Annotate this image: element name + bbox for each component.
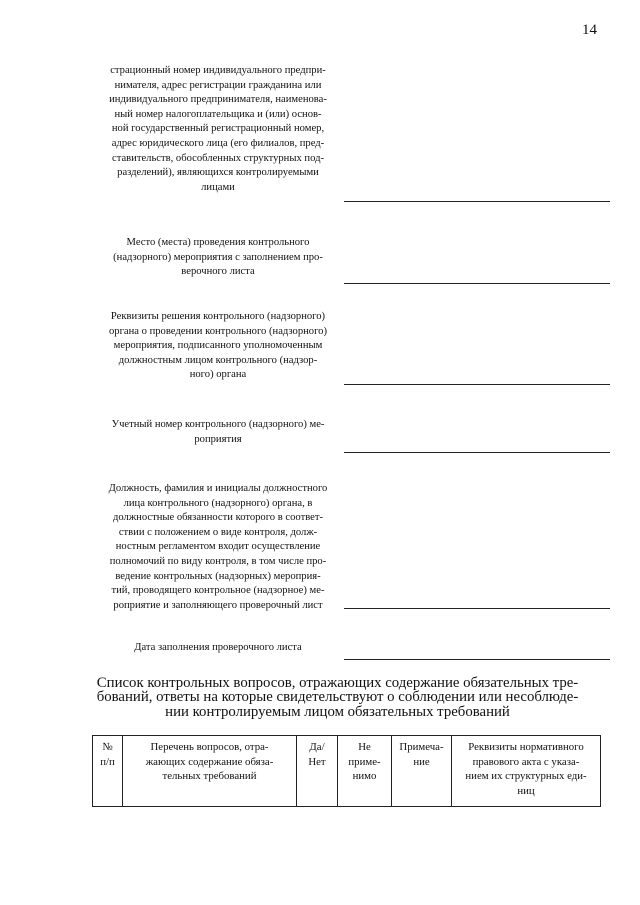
field-line-text: страционный номер индивидуального предпри- [110,65,326,76]
field-line-text: мероприятия, подписанного уполномоченным [113,340,323,352]
field-line-text: верочного листа [181,266,255,278]
field-input-line-place[interactable] [344,283,610,284]
header-cell-text: Да/ [309,741,325,753]
checklist-title-line: нии контролируемым лицом обязательных требований [165,703,510,720]
field-line-text: нимателя, адрес регистрации гражданина или [114,79,322,91]
header-cell-text: ниц [517,784,535,797]
field-label-inspector [92,482,344,613]
field-label-decision [92,310,344,383]
header-cell-text: приме- [348,755,381,768]
field-line-text: Реквизиты решения контрольного (надзорного) [110,311,326,322]
field-line-text: разделений), являющихся контролируемыми [117,167,319,179]
field-input-line-inspector[interactable] [344,608,610,609]
header-cell-not-applicable [338,736,392,807]
checklist-title [60,676,615,719]
field-input-line-date[interactable] [344,659,610,660]
field-line-text: Учетный номер контрольного (надзорного) ме- [111,419,325,430]
field-label-place [92,236,344,280]
header-cell-text: нимо [352,770,377,782]
header-cell-text: нием их структурных еди- [465,770,587,782]
table-header-row [93,736,601,807]
field-line-text: роприятия [194,433,242,445]
header-cell-text: правового акта с указа- [472,755,580,768]
field-line-text: полномочий по виду контроля, в том числе про- [109,555,327,567]
header-cell-text: № [102,741,113,753]
field-line-text: индивидуального предпринимателя, наименова- [109,94,327,106]
header-cell-text: Нет [308,755,326,768]
field-line-text: Дата заполнения проверочного листа [134,642,302,653]
field-line-text: ствии с положением о виде контроля, долж- [118,526,318,538]
field-line-text: ставительств, обособленных структурных под- [112,152,324,164]
field-line-text: (надзорного) мероприятия с заполнением про- [113,251,323,263]
header-cell-legal-acts [452,736,601,807]
header-cell-questions [123,736,297,807]
header-cell-text: жающих содержание обяза- [145,755,274,768]
field-label-controlled-person [92,64,344,195]
field-input-line-decision[interactable] [344,384,610,385]
field-label-date [92,641,344,656]
field-line-text: ной государственный регистрационный номер, [111,123,325,135]
field-line-text: ностным регламентом входит осуществление [115,541,321,553]
checklist-title-line: бований, ответы на которые свидетельствуют о соблюдении или несоблюде- [96,689,579,706]
field-line-text: ного) органа [189,369,247,381]
field-line-text: тий, проводящего контрольное (надзорное) ме- [111,585,325,597]
header-cell-text: ние [413,755,430,768]
field-line-text: Должность, фамилия и инициалы должностного [108,483,328,494]
field-line-text: лица контрольного (надзорного) органа, в [123,497,313,509]
field-input-line-controlled-person[interactable] [344,201,610,202]
field-line-text: ведение контрольных (надзорных) мероприя- [115,570,321,582]
field-line-text: должностным лицом контрольного (надзор- [118,354,318,366]
checklist-title-line: Список контрольных вопросов, отражающих содержание обязательных тре- [96,675,579,691]
field-line-text: лицами [201,181,235,193]
field-input-line-registration-number[interactable] [344,452,610,453]
page-number: 14 [582,22,597,38]
header-cell-text: Перечень вопросов, отра- [150,741,269,753]
field-label-registration-number [92,418,344,447]
field-line-text: должностные обязанности которого в соответ- [113,512,323,524]
header-cell-text: Примеча- [399,741,444,753]
header-cell-text: Реквизиты нормативного [468,741,584,753]
header-cell-note [392,736,452,807]
field-line-text: Место (места) проведения контрольного [126,237,310,248]
field-line-text: органа о проведении контрольного (надзорного) [108,325,328,337]
field-line-text: адрес юридического лица (его филиалов, пред- [111,137,325,149]
header-cell-text: Не [358,741,371,753]
header-cell-text: п/п [100,755,115,768]
field-line-text: ный номер налогоплательщика и (или) основ- [114,108,322,120]
field-line-text: роприятие и заполняющего проверочный лист [113,599,323,611]
checklist-table [92,735,601,807]
header-cell-yes-no [297,736,338,807]
header-cell-text: тельных требований [162,770,257,782]
header-cell-number [93,736,123,807]
